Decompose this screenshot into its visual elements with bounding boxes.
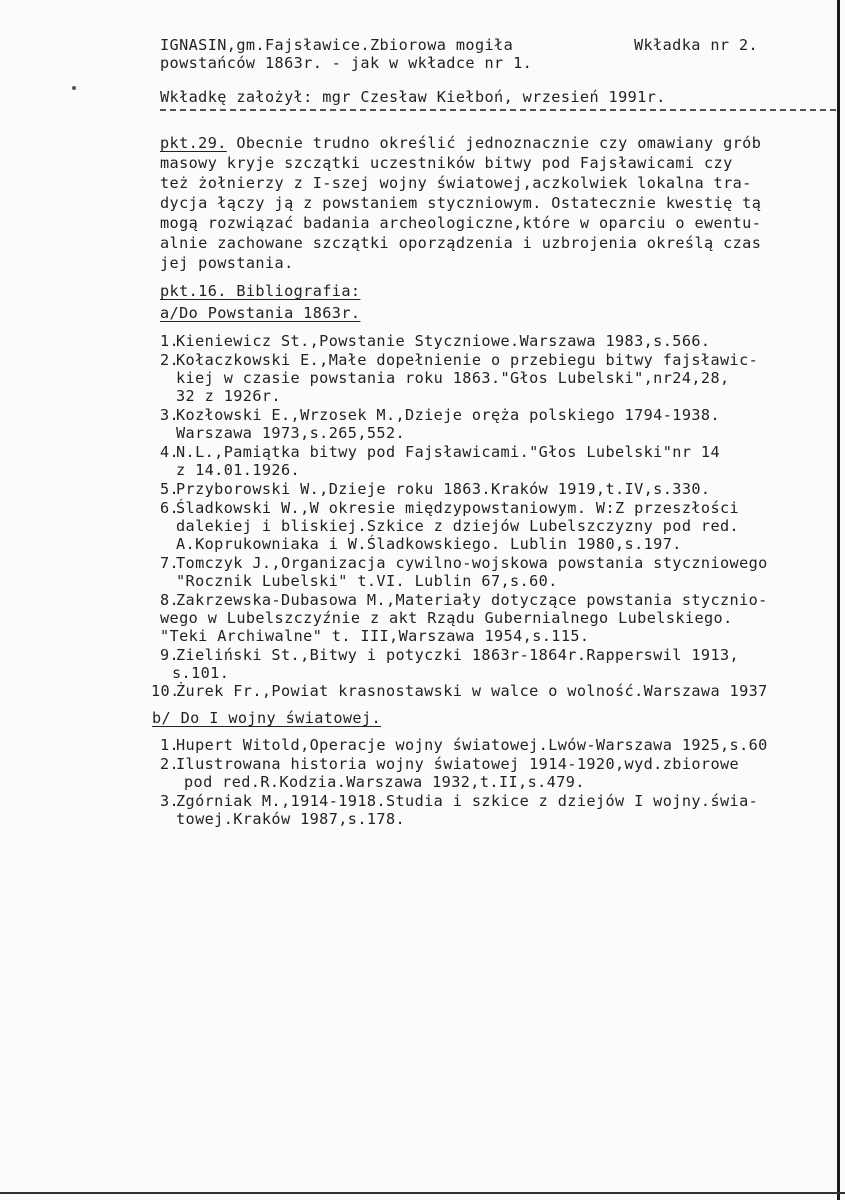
bib-entry-line: Hupert Witold,Operacje wojny światowej.Lwów-Warszawa 1925,s.60 [176, 736, 768, 754]
bib-entry-line: Zgórniak M.,1914-1918.Studia i szkice z dziejów I wojny.świa- [176, 792, 759, 810]
pkt29-line: mogą rozwiązać badania archeologiczne,które w oparciu o ewentu- [160, 214, 762, 232]
bib-entry-line: wego w Lubelszczyźnie z akt Rządu Gubernialnego Lubelskiego. [160, 609, 733, 627]
bib-entry-line: kiej w czasie powstania roku 1863."Głos Lubelski",nr24,28, [176, 369, 730, 387]
bib-entry-number: 3. [160, 792, 180, 810]
paper-speck [72, 86, 76, 90]
section-b-heading: b/ Do I wojny światowej. [152, 709, 382, 727]
page-edge-right [837, 0, 840, 1200]
dashed-separator [160, 109, 836, 111]
bib-entry-line: Przyborowski W.,Dzieje roku 1863.Kraków 1919,t.IV,s.330. [176, 480, 711, 498]
bib-entry-line: Kieniewicz St.,Powstanie Styczniowe.Warszawa 1983,s.566. [176, 332, 711, 350]
bib-entry-line: Zieliński St.,Bitwy i potyczki 1863r-1864r.Rapperswil 1913, [176, 646, 740, 664]
bib-entry-line: z 14.01.1926. [176, 461, 301, 479]
pkt29-line: dycja łączy ją z powstaniem styczniowym. Ostatecznie kwestię tą [160, 194, 762, 212]
bib-entry-line: Kołaczkowski E.,Małe dopełnienie o przebiegu bitwy fajsławic- [176, 351, 759, 369]
bib-entry-line: Zakrzewska-Dubasowa M.,Materiały dotyczące powstania stycznio- [176, 591, 768, 609]
bib-entry-line: Kozłowski E.,Wrzosek M.,Dzieje oręża polskiego 1794-1938. [176, 406, 720, 424]
bib-entry-line: 32 z 1926r. [176, 387, 281, 405]
bib-entry-number: 2. [160, 351, 180, 369]
pkt29-label: pkt.29. [160, 134, 227, 152]
bib-entry-number: 8. [160, 591, 180, 609]
bib-entry-number: 6. [160, 499, 180, 517]
pkt29-line: też żołnierzy z I-szej wojny światowej,aczkolwiek lokalna tra- [160, 174, 752, 192]
bib-entry-number: 7. [160, 554, 180, 572]
bib-entry-line: N.L.,Pamiątka bitwy pod Fajsławicami."Głos Lubelski"nr 14 [176, 443, 720, 461]
bib-entry-number: 2. [160, 755, 180, 773]
bib-entry-line: Warszawa 1973,s.265,552. [176, 424, 406, 442]
bib-entry-number: 9. [160, 646, 180, 664]
bib-entry-number: 3. [160, 406, 180, 424]
pkt29-line: masowy kryje szczątki uczestników bitwy pod Fajsławicami czy [160, 154, 733, 172]
pkt29-line: jej powstania. [160, 254, 294, 272]
bib-entry-line: Żurek Fr.,Powiat krasnostawski w walce o wolność.Warszawa 1937 [176, 682, 768, 700]
section-a-heading: a/Do Powstania 1863r. [160, 304, 361, 322]
bib-entry-number: 5. [160, 480, 180, 498]
pkt29-line: Obecnie trudno określić jednoznacznie czy omawiany grób [226, 134, 762, 152]
bib-entry-line: "Rocznik Lubelski" t.VI. Lublin 67,s.60. [176, 572, 558, 590]
header-location: IGNASIN,gm.Fajsławice.Zbiorowa mogiła [160, 36, 514, 54]
pkt29-line: alnie zachowane szczątki oporządzenia i uzbrojenia określą czas [160, 234, 762, 252]
bib-entry-number: 4. [160, 443, 180, 461]
bib-entry-line: s.101. [172, 664, 230, 682]
insert-number: Wkładka nr 2. [634, 36, 759, 54]
page-edge-bottom [0, 1192, 845, 1194]
bib-entry-line: dalekiej i bliskiej.Szkice z dziejów Lubelszczyzny pod red. [176, 517, 740, 535]
bib-entry-line: Tomczyk J.,Organizacja cywilno-wojskowa powstania styczniowego [176, 554, 768, 572]
pkt29-paragraph-first-line [160, 136, 761, 151]
bib-entry-number: 1. [160, 332, 180, 350]
bib-entry-line: towej.Kraków 1987,s.178. [176, 810, 406, 828]
bib-entry-line: Ilustrowana historia wojny światowej 1914-1920,wyd.zbiorowe [176, 755, 740, 773]
bib-entry-line: Śladkowski W.,W okresie międzypowstaniowym. W:Z przeszłości [176, 499, 740, 517]
header-subtitle: powstańców 1863r. - jak w wkładce nr 1. [160, 54, 533, 72]
bib-entry-line: "Teki Archiwalne" t. III,Warszawa 1954,s.115. [160, 627, 590, 645]
bib-entry-line: A.Koprukowniaka i W.Śladkowskiego. Lublin 1980,s.197. [176, 535, 682, 553]
bibliography-heading: pkt.16. Bibliografia: [160, 282, 361, 300]
bib-entry-line: pod red.R.Kodzia.Warszawa 1932,t.II,s.479. [184, 773, 585, 791]
bib-entry-number: 10. [151, 682, 180, 700]
bib-entry-number: 1. [160, 736, 180, 754]
insert-founder: Wkładkę założył: mgr Czesław Kiełboń, wrzesień 1991r. [160, 88, 666, 106]
